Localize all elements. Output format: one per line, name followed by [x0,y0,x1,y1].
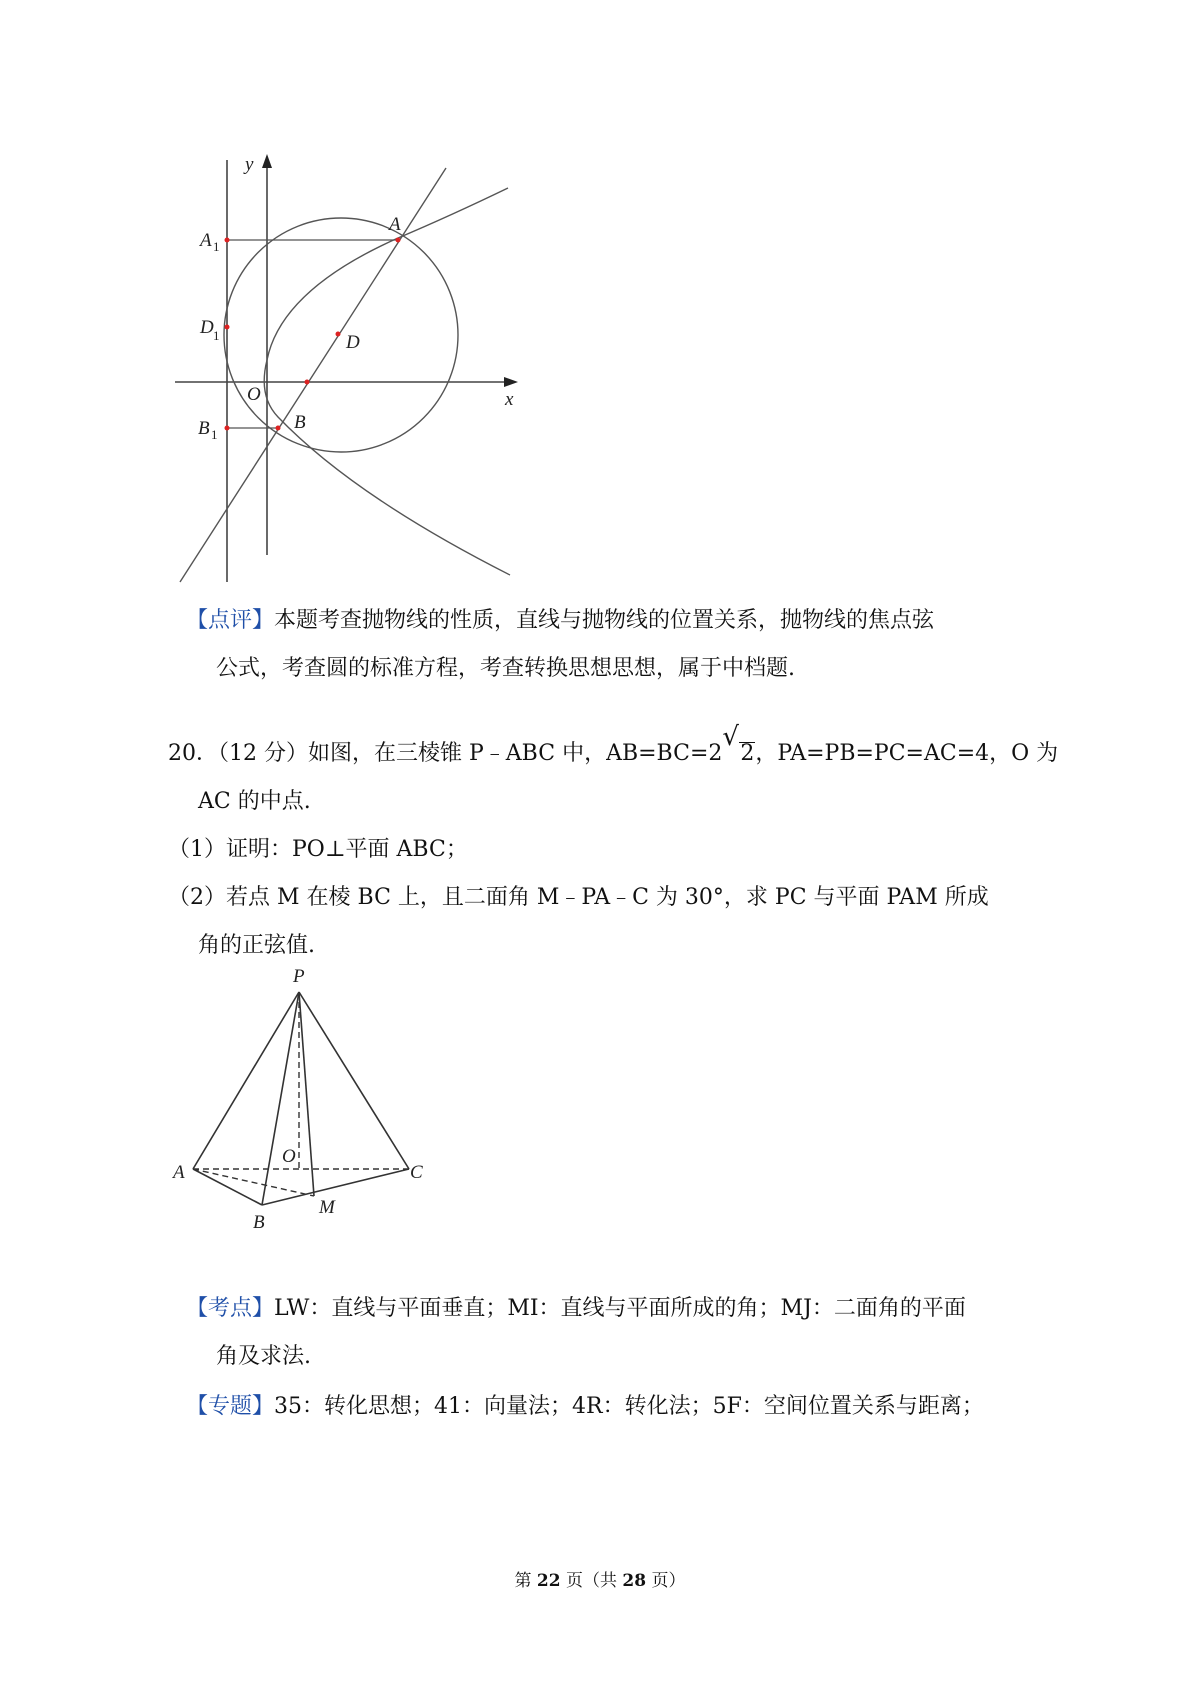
label-B: B [294,412,306,433]
problem-20-part-2-line-1: （2）若点 M 在棱 BC 上，且二面角 M﹣PA﹣C 为 30°，求 PC 与平面 PAM 所成 [168,885,989,910]
point-focus [305,380,310,385]
point-D1 [225,325,230,330]
review-line-2: 公式，考查圆的标准方程，考查转换思想思想，属于中档题. [216,656,795,681]
edge-PC [299,992,409,1169]
problem-20-line-2: AC 的中点. [198,789,311,814]
label-D1: D [200,317,214,338]
pyramid-figure [165,960,445,1235]
point-B [276,426,281,431]
edge-AB [193,1169,262,1205]
label-M: M [319,1197,335,1218]
total-page-count: 28 [622,1571,647,1591]
label-y: y [245,154,254,175]
edge-AM-hidden [193,1169,314,1196]
label-x: x [505,389,514,410]
kaodian-paragraph [186,1285,1026,1381]
point-A [396,238,401,243]
focal-chord-line [180,168,446,582]
problem-20-line-1: 20．（12 分）如图，在三棱锥 P﹣ABC 中，AB=BC=2 √ 2，PA=PB=PC=AC=4，O 为 [168,730,1028,778]
kaodian-line-2: 角及求法. [216,1344,311,1369]
label-D1-sub: 1 [213,328,220,343]
kaodian-tag: 【考点】 [186,1296,275,1321]
zhuanti-paragraph [186,1383,1026,1431]
edge-BC [262,1169,409,1205]
label-C: C [410,1162,423,1183]
review-paragraph [186,597,1026,693]
problem-20 [168,722,1059,970]
label-A1: A [200,230,212,251]
label-B1: B [198,418,210,439]
label-P: P [293,966,305,987]
label-A: A [173,1162,185,1183]
sqrt-expression: √ 2 [722,722,755,766]
point-D [336,332,341,337]
problem-20-part-1: （1）证明：PO⊥平面 ABC； [168,837,468,862]
label-A: A [389,214,401,235]
edge-PM [299,992,314,1196]
current-page-number: 22 [536,1571,561,1591]
label-origin: O [247,384,261,405]
x-axis-arrow [504,377,518,387]
point-B1 [225,426,230,431]
zhuanti-tag: 【专题】 [186,1394,275,1419]
kaodian-line-1: 【考点】LW：直线与平面垂直；MI：直线与平面所成的角；MJ：二面角的平面 [186,1296,966,1321]
circle [224,218,458,452]
label-D: D [346,332,360,353]
y-axis-arrow [262,154,272,168]
label-B: B [253,1212,265,1233]
parabola-circle-figure [170,150,530,590]
problem-20-part-2-line-2: 角的正弦值. [198,933,315,958]
label-O: O [282,1146,296,1167]
page-footer: 第 22 页（共 28 页） [514,1571,686,1591]
point-A1 [225,238,230,243]
review-tag: 【点评】 [186,608,275,633]
review-line-1: 【点评】本题考查抛物线的性质，直线与抛物线的位置关系，抛物线的焦点弦 [186,608,935,633]
label-B1-sub: 1 [211,427,218,442]
label-A1-sub: 1 [213,239,220,254]
zhuanti-line-1: 【专题】35：转化思想；41：向量法；4R：转化法；5F：空间位置关系与距离； [186,1394,984,1419]
